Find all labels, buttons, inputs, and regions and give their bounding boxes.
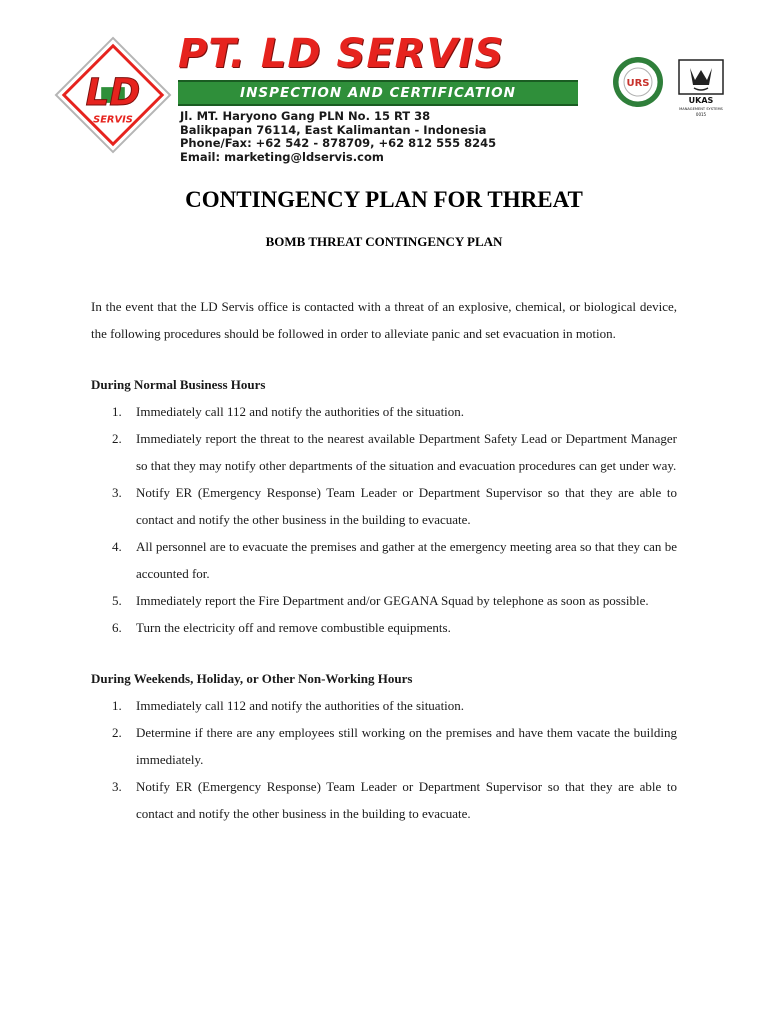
list-number: 6. xyxy=(112,620,122,635)
company-name: PT. LD SERVIS xyxy=(178,31,505,77)
document-body xyxy=(91,293,677,827)
list-item xyxy=(91,719,677,773)
procedure-list xyxy=(91,692,677,827)
list-item xyxy=(91,614,677,641)
list-item xyxy=(91,533,677,587)
list-item-text: Immediately call 112 and notify the authorities of the situation. xyxy=(136,698,465,713)
company-tagline: INSPECTION AND CERTIFICATION xyxy=(240,85,516,101)
logo-text: LD xyxy=(85,69,141,114)
list-item xyxy=(91,692,677,719)
address-line-2: Balikpapan 76114, East Kalimantan - Indonesia xyxy=(180,122,487,137)
ukas-label: UKAS xyxy=(688,96,714,105)
address-line-1: Jl. MT. Haryono Gang PLN No. 15 RT 38 xyxy=(180,109,431,123)
list-item-text: Immediately report the Fire Department and/or GEGANA Squad by telephone as soon as possible. xyxy=(136,593,649,608)
document-subtitle: BOMB THREAT CONTINGENCY PLAN xyxy=(265,234,503,249)
list-number: 3. xyxy=(112,485,122,500)
urs-badge-text: URS xyxy=(626,78,650,89)
list-item-text: Notify ER (Emergency Response) Team Leader or Department Supervisor so that they are able to contact and notify the other business in the building to evacuate. xyxy=(136,779,677,821)
logo-subtext: SERVIS xyxy=(93,114,133,126)
list-item-text: All personnel are to evacuate the premises and gather at the emergency meeting area so that they can be accounted for. xyxy=(136,539,677,581)
list-number: 2. xyxy=(112,431,122,446)
list-number: 4. xyxy=(112,539,122,554)
email-line: Email: marketing@ldservis.com xyxy=(180,149,384,164)
list-number: 1. xyxy=(112,404,122,419)
company-logo-icon xyxy=(54,36,172,154)
list-item xyxy=(91,479,677,533)
tagline-bar xyxy=(178,80,578,106)
list-item xyxy=(91,398,677,425)
section-normal-hours xyxy=(91,371,677,641)
list-number: 3. xyxy=(112,779,122,794)
list-item xyxy=(91,773,677,827)
list-item-text: Determine if there are any employees still working on the premises and have them vacate the building immediately. xyxy=(136,725,677,767)
list-number: 2. xyxy=(112,725,122,740)
list-item-text: Notify ER (Emergency Response) Team Leader or Department Supervisor so that they are able to contact and notify the other business in the building to evacuate. xyxy=(136,485,677,527)
section-non-working-hours xyxy=(91,665,677,827)
urs-certification-seal-icon xyxy=(612,56,664,108)
ukas-number: 0015 xyxy=(695,112,707,117)
ukas-accreditation-icon xyxy=(676,58,726,118)
intro-paragraph: In the event that the LD Servis office is contacted with a threat of an explosive, chemical, or biological device, the following procedures should be followed in order to alleviate panic and set evacuation in motion. xyxy=(91,299,677,341)
section-heading: During Weekends, Holiday, or Other Non-Working Hours xyxy=(91,671,413,686)
list-number: 1. xyxy=(112,698,122,713)
ukas-sublabel: MANAGEMENT SYSTEMS xyxy=(679,107,723,111)
phone-line: Phone/Fax: +62 542 - 878709, +62 812 555 8245 xyxy=(180,136,497,150)
list-item xyxy=(91,587,677,614)
section-heading: During Normal Business Hours xyxy=(91,377,266,392)
company-info xyxy=(178,31,598,164)
list-item-text: Immediately call 112 and notify the authorities of the situation. xyxy=(136,404,465,419)
document-title: CONTINGENCY PLAN FOR THREAT xyxy=(185,187,583,212)
letterhead xyxy=(36,28,736,164)
list-item xyxy=(91,425,677,479)
list-item-text: Turn the electricity off and remove combustible equipments. xyxy=(136,620,451,635)
procedure-list xyxy=(91,398,677,641)
list-item-text: Immediately report the threat to the nearest available Department Safety Lead or Department Manager so that they may notify other departments of the situation and evacuation procedures can get under way. xyxy=(136,431,677,473)
list-number: 5. xyxy=(112,593,122,608)
contact-details xyxy=(178,110,598,164)
